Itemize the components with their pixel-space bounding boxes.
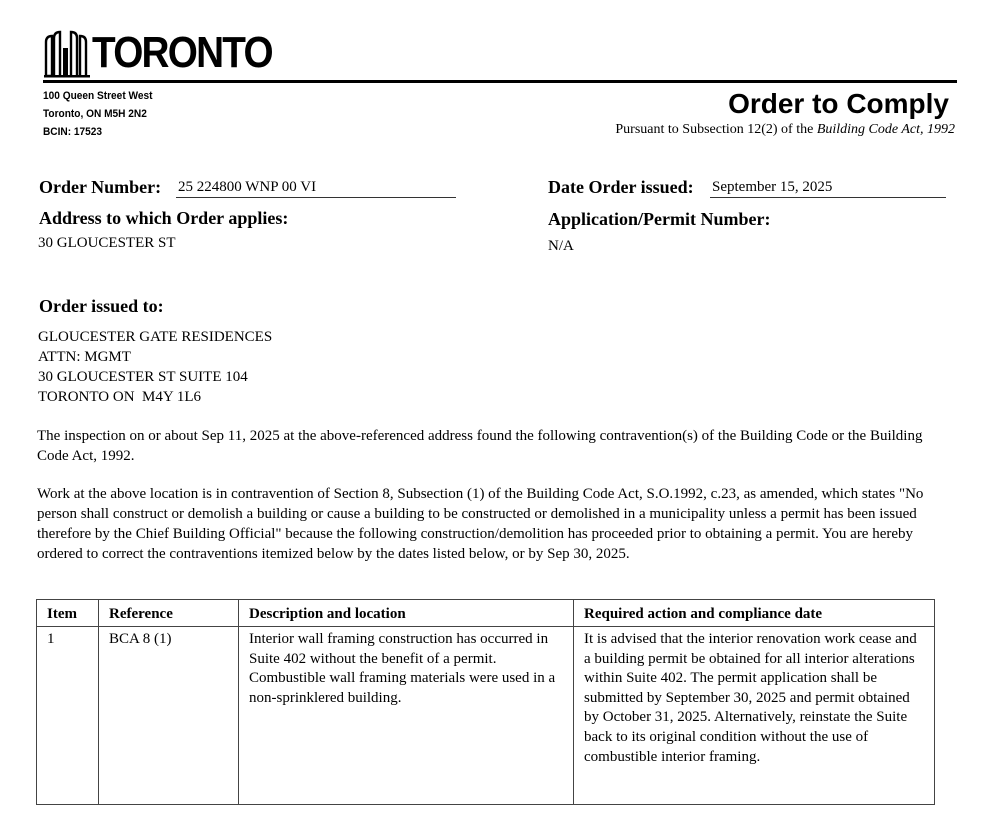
permit-number-label: Application/Permit Number: [548, 209, 771, 229]
office-address-city: Toronto, ON M5H 2N2 [43, 108, 147, 120]
inspection-paragraph: The inspection on or about Sep 11, 2025 at the above-referenced address found the following contravention(s) of the Building Code or the Building Code Act, 1992. [37, 428, 923, 464]
issued-to-label: Order issued to: [39, 296, 164, 316]
office-bcin: BCIN: 17523 [43, 126, 103, 138]
header-description: Description and location [239, 600, 574, 627]
contravention-paragraph: Work at the above location is in contravention of Section 8, Subsection (1) of the Building Code Act, S.O.1992, c.23, as amended, which states "No person shall construct or demolish a building or cause a building to be constructed or demolished in a municipality unless a permit has been issued therefore by the Chief Building Official" because the following construction/demolition has proceeded prior to obtaining a permit. You are hereby ordered to correct the contraventions itemized below by the dates listed below, or by Sep 30, 2025. [37, 486, 924, 562]
logo-wordmark: TORONTO [92, 28, 272, 77]
order-number-value: 25 224800 WNP 00 VI [178, 179, 317, 195]
permit-number-value: N/A [548, 238, 574, 254]
issued-to-line: 30 GLOUCESTER ST SUITE 104 [38, 369, 248, 385]
cell-required-action: It is advised that the interior renovation work cease and a building permit be obtained for all interior alterations within Suite 402. The permit application shall be submitted by September 30, 2025 and permit obtained by October 31, 2025. Alternatively, reinstate the Suite back to its original condition without the use of combustible interior framing. [574, 627, 935, 805]
table-header-row [37, 600, 935, 627]
address-applies-value: 30 GLOUCESTER ST [38, 235, 176, 251]
order-number-label: Order Number: [39, 177, 162, 197]
date-issued-underline [710, 197, 946, 198]
header-required-action: Required action and compliance date [574, 600, 935, 627]
document-title: Order to Comply [728, 88, 949, 119]
issued-to-line: ATTN: MGMT [38, 349, 131, 365]
table-row [37, 627, 935, 805]
issued-to-line: TORONTO ON M4Y 1L6 [38, 389, 202, 405]
subtitle-act: Building Code Act, 1992 [816, 122, 955, 137]
cell-description: Interior wall framing construction has occurred in Suite 402 without the benefit of a permit. Combustible wall framing materials were used in a non-sprinklered building. [239, 627, 574, 805]
date-issued-value: September 15, 2025 [712, 179, 833, 195]
cell-item: 1 [37, 627, 99, 805]
issued-to-line: GLOUCESTER GATE RESIDENCES [38, 329, 273, 345]
city-hall-icon [44, 26, 92, 78]
contravention-table [36, 599, 935, 805]
address-applies-label: Address to which Order applies: [39, 208, 289, 228]
document-subtitle [615, 122, 955, 138]
header-rule [43, 80, 957, 83]
toronto-logo [44, 24, 272, 78]
header-item: Item [37, 600, 99, 627]
date-issued-label: Date Order issued: [548, 177, 694, 197]
cell-reference: BCA 8 (1) [99, 627, 239, 805]
subtitle-prefix: Pursuant to Subsection 12(2) of the [615, 122, 817, 137]
office-address-street: 100 Queen Street West [43, 90, 153, 102]
order-number-underline [176, 197, 456, 198]
header-reference: Reference [99, 600, 239, 627]
